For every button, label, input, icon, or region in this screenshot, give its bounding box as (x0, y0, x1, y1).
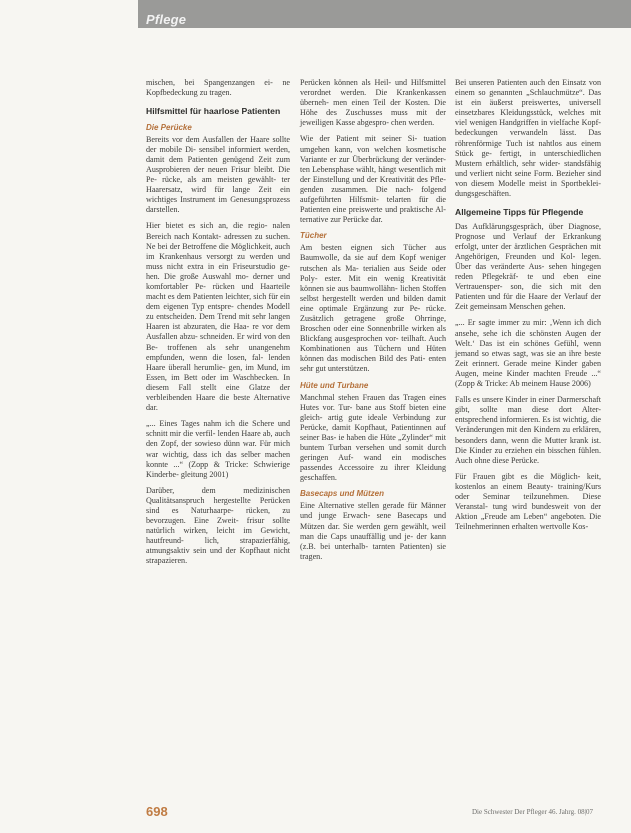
section-label: Pflege (146, 12, 187, 27)
subheading: Basecaps und Mützen (300, 489, 385, 499)
article-column-2 (300, 78, 446, 568)
header-bar (138, 0, 631, 28)
subheading: Hüte und Turbane (300, 380, 369, 390)
paragraph: Darüber, dem medizinischen Qualitätsanspruch hergestellte Perücken sind es Naturhaarpe- rücken, zu bevorzugen. Eine Zweit- frisur sollte natürlich wirken, leicht im Gewicht, hautfreund- lich, strapazierfähig, atmungsaktiv sein und der Kopfhaut nicht strapazieren. (146, 485, 290, 566)
paragraph: Wie der Patient mit seiner Si- tuation umgehen kann, von welchen kosmetische Variante er zur Überbrückung der veränder- ten Lebensphase wählt, hängt wesentlich mit der Einstellung und der Kreativität des Pfle- genden zusammen. Die nach- folgend aufgeführten Hilfsmit- telarten für die Patienten eine preiswerte und praktische Al- ternative zur Perücke dar. (300, 134, 446, 225)
paragraph: Manchmal stehen Frauen das Tragen eines Hutes vor. Tur- bane aus Stoff bieten eine gleich- artig gute ideale Verbindung zur Perücke, damit Kopfhaut, Patientinnen auf seiner Bas- ie haben die Hüte „Zylinder“ mit buntem Turban versehen und somit durch geringen Auf- wand ein modisches passendes Accessoire zu ihrer Kleidung geschaffen. (300, 392, 446, 483)
section-heading: Allgemeine Tipps für Pflegende (455, 207, 584, 218)
paragraph: Falls es unsere Kinder in einer Darmerschaft gibt, sollte man diese dort Alter- entsprechend informieren. Es ist wichtig, die Veränderungen mit den Kindern zu erklären, besonders dann, wenn die Mutter krank ist. Die Kinder zu erziehen ein bisschen fühlen. Auch ohne diese Perücke. (455, 395, 601, 465)
paragraph: Am besten eignen sich Tücher aus Baumwolle, da sie auf dem Kopf weniger rutschen als Ma- terialien aus Seide oder Poly- ester. Mit ein wenig Kreativität können sie aus baumwollähn- lichen Stoffen selbst hergestellt werden und bilden damit eine optimale Ergänzung zur Pe- rücke. Zusätzlich getragene große Ohrringe, Broschen oder eine Sonnenbrille wirken als Blickfang ausgesprochen vor- teilhaft. Auch Kombinationen aus Tüchern und Hüten können das modischen Bild des Pati- enten sehr gut unterstützen. (300, 243, 446, 374)
paragraph: Eine Alternative stellen gerade für Männer und junge Erwach- sene Basecaps und Mützen dar. Sie werden gern gewählt, weil man die Caps unauffällig und je- der kann (z.B. bei unterhalb- tarnten Patienten) sie tragen. (300, 501, 446, 561)
paragraph: Bereits vor dem Ausfallen der Haare sollte der mobile Di- sensibel informiert werden, damit dem Patienten genügend Zeit zum Ausprobieren der neuen Frisur bleibt. Die Pe- rücke, als am meisten gewählt- ter Haarersatz, wird für lange Zeit ein wichtiges Instrument im Genesungsprozess darstellen. (146, 134, 290, 215)
paragraph: mischen, bei Spangenzangen ei- ne Kopfbedeckung zu tragen. (146, 78, 290, 98)
quote-paragraph: „... Eines Tages nahm ich die Schere und schnitt mir die verfil- lenden Haare ab, auch den Zopf, der sowieso dünn war. Für mich war wichtig, dass ich das selber machen konnte ...“ (Zopp & Tricke: Schwierige Kinderbe- gleitung 2001) (146, 419, 290, 479)
paragraph: Bei unseren Patienten auch den Einsatz von einem so genannten „Schlauchmütze“. Das ist ein äußerst preiswertes, universell einsetzbares Kleidungsstück, welches mit viel wenigen Handgriffen in vielfache Kopf- bedeckungen verwandeln lässt. Das röhrenförmige Tuch ist nahtlos aus einem Stück ge- fertigt, in unterschiedlichen Mustern erhältlich, sehr wider- standsfähig und verliert nicht seine Form. Bezieher sind von diesem Modelle meist in Sportbeklei- dungsgeschäften. (455, 78, 601, 199)
section-heading: Hilfsmittel für haarlose Patienten (146, 106, 281, 117)
paragraph: Das Aufklärungsgespräch, über Diagnose, Prognose und Verlauf der Erkrankung erfolgt, unter der ärztlichen Gesprächen mit Angehörigen, Freunden und Kol- legen. Über das veränderte Aus- sehen hingegen reden Pflegekräf- te und eben eine Vertrauensper- son, die sich mit den Patienten und für die Haare der Verlauf der Zeit gemeinsam Menschen gehen. (455, 221, 601, 312)
article-column-1 (146, 78, 290, 573)
subheading: Tücher (300, 231, 327, 241)
subheading: Die Perücke (146, 122, 192, 132)
quote-paragraph: „... Er sagte immer zu mir: ‚Wenn ich dich ansehe, sehe ich die schönsten Augen der Welt.‘ Das ist ein schönes Gefühl, wenn jemand so etwas sagt, was sie an ihre beste Zeit erinnert. Gerade meine Kinder gaben Augen, meine Kinder machten Freude ...“ (Zopp & Tricke: Ab meinem Hause 2006) (455, 318, 601, 389)
page-number: 698 (146, 804, 168, 819)
paragraph: Perücken können als Heil- und Hilfsmittel verordnet werden. Die Krankenkassen überneh- men einen Teil der Kosten. Die Höhe des Zuschusses muss mit der jeweiligen Kasse abgespro- chen werden. (300, 78, 446, 128)
paragraph: Hier bietet es sich an, die regio- nalen Bereich nach Kontakt- adressen zu suchen. Ne bei der Betroffene die Möglichkeit, auch im Krankenhaus versorgt zu werden und muss nicht extra in ein Friseurstudio ge- hen. Die große Auswahl mo- derner und komfortabler Pe- rücken und Haarteile macht es dem Patienten leichter, sich für ein dem eigenen Typ entspre- chendes Modell zu entscheiden. Dem Trend mit sehr langen Haaren ist abzuraten, die Haa- re vor dem Ausfallen abzu- schneiden. Er wird von den Be- troffenen als sehr unangenehm empfunden, wenn die losen, fal- lenden Haare überall herumlie- gen, im Mund, im Essen, im Bett oder im Waschbecken. In diesem Fall stellt eine Glatze der verbleibenden Haare die beste Alternative dar. (146, 221, 290, 413)
paragraph: Für Frauen gibt es die Möglich- keit, kostenlos an einem Beauty- training/Kurs oder Seminar teilzunehmen. Diese Veranstal- tung wird bundesweit von der Aktion „Freude am Leben“ angeboten. Die Teilnehmerinnen erhalten wertvolle Kos- (455, 471, 601, 532)
journal-footer: Die Schwester Der Pfleger 46. Jahrg. 08|07 (471, 808, 593, 816)
article-column-3 (455, 78, 601, 538)
